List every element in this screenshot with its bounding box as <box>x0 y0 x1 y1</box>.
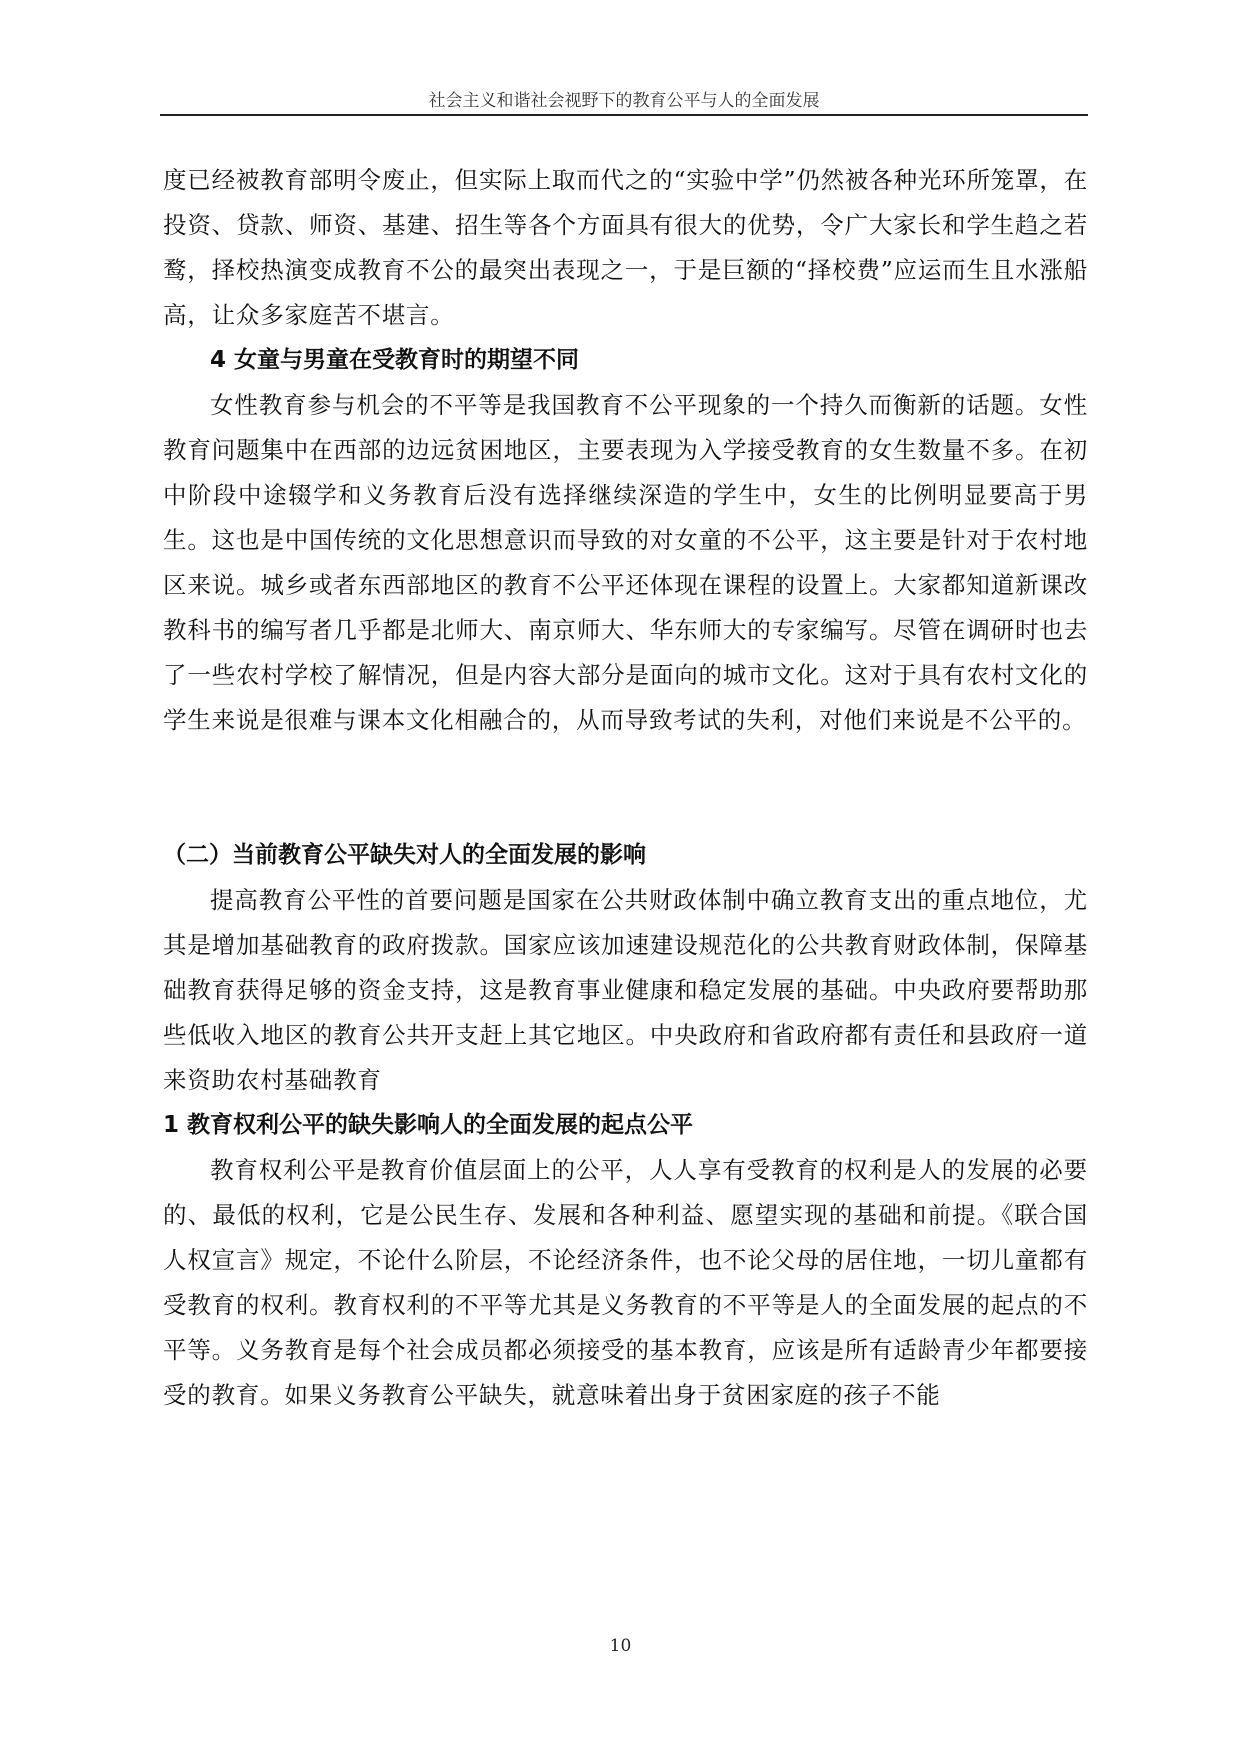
header-rule <box>160 114 1088 116</box>
subsection-heading-1: 1 教育权利公平的缺失影响人的全面发展的起点公平 <box>163 1112 694 1138</box>
running-header: 社会主义和谐社会视野下的教育公平与人的全面发展 <box>428 91 820 111</box>
paragraph-2: 女性教育参与机会的不平等是我国教育不公平现象的一个持久而衡新的话题。女性教育问题集中在西部的边远贫困地区，主要表现为入学接受教育的女生数量不多。在初中阶段中途辍学和义务教育后没有选择继续深造的学生中，女生的比例明显要高于男生。这也是中国传统的文化思想意识而导致的对女童的不公平，这主要是针对于农村地区来说。城乡或者东西部地区的教育不公平还体现在课程的设置上。大家都知道新课改教科书的编写者几乎都是北师大、南京师大、华东师大的专家编写。尽管在调研时也去了一些农村学校了解情况，但是内容大部分是面向的城市文化。这对于具有农村文化的学生来说是很难与课本文化相融合的，从而导致考试的失利，对他们来说是不公平的。 <box>163 391 1088 734</box>
page-number: 10 <box>609 1636 632 1656</box>
paragraph-3: 提高教育公平性的首要问题是国家在公共财政体制中确立教育支出的重点地位，尤其是增加基础教育的政府拨款。国家应该加速建设规范化的公共教育财政体制，保障基础教育获得足够的资金支持，这是教育事业健康和稳定发展的基础。中央政府要帮助那些低收入地区的教育公共开支赶上其它地区。中央政府和省政府都有责任和县政府一道来资助农村基础教育 <box>163 886 1088 1094</box>
section-heading-4: 4 女童与男童在受教育时的期望不同 <box>210 347 580 373</box>
paragraph-1: 度已经被教育部明令废止，但实际上取而代之的“实验中学”仍然被各种光环所笼罩，在投资、贷款、师资、基建、招生等各个方面具有很大的优势，令广大家长和学生趋之若鹜，择校热演变成教育不公的最突出表现之一，于是巨额的“择校费”应运而生且水涨船高，让众多家庭苦不堪言。 <box>163 166 1088 329</box>
section-heading-2: （二）当前教育公平缺失对人的全面发展的影响 <box>163 842 646 868</box>
page-body <box>163 158 1088 1418</box>
paragraph-4: 教育权利公平是教育价值层面上的公平，人人享有受教育的权利是人的发展的必要的、最低的权利，它是公民生存、发展和各种利益、愿望实现的基础和前提。《联合国人权宣言》规定，不论什么阶层，不论经济条件，也不论父母的居住地，一切儿童都有受教育的权利。教育权利的不平等尤其是义务教育的不平等是人的全面发展的起点的不平等。义务教育是每个社会成员都必须接受的基本教育，应该是所有适龄青少年都要接受的教育。如果义务教育公平缺失，就意味着出身于贫困家庭的孩子不能 <box>163 1156 1088 1409</box>
section-gap <box>163 743 1088 833</box>
